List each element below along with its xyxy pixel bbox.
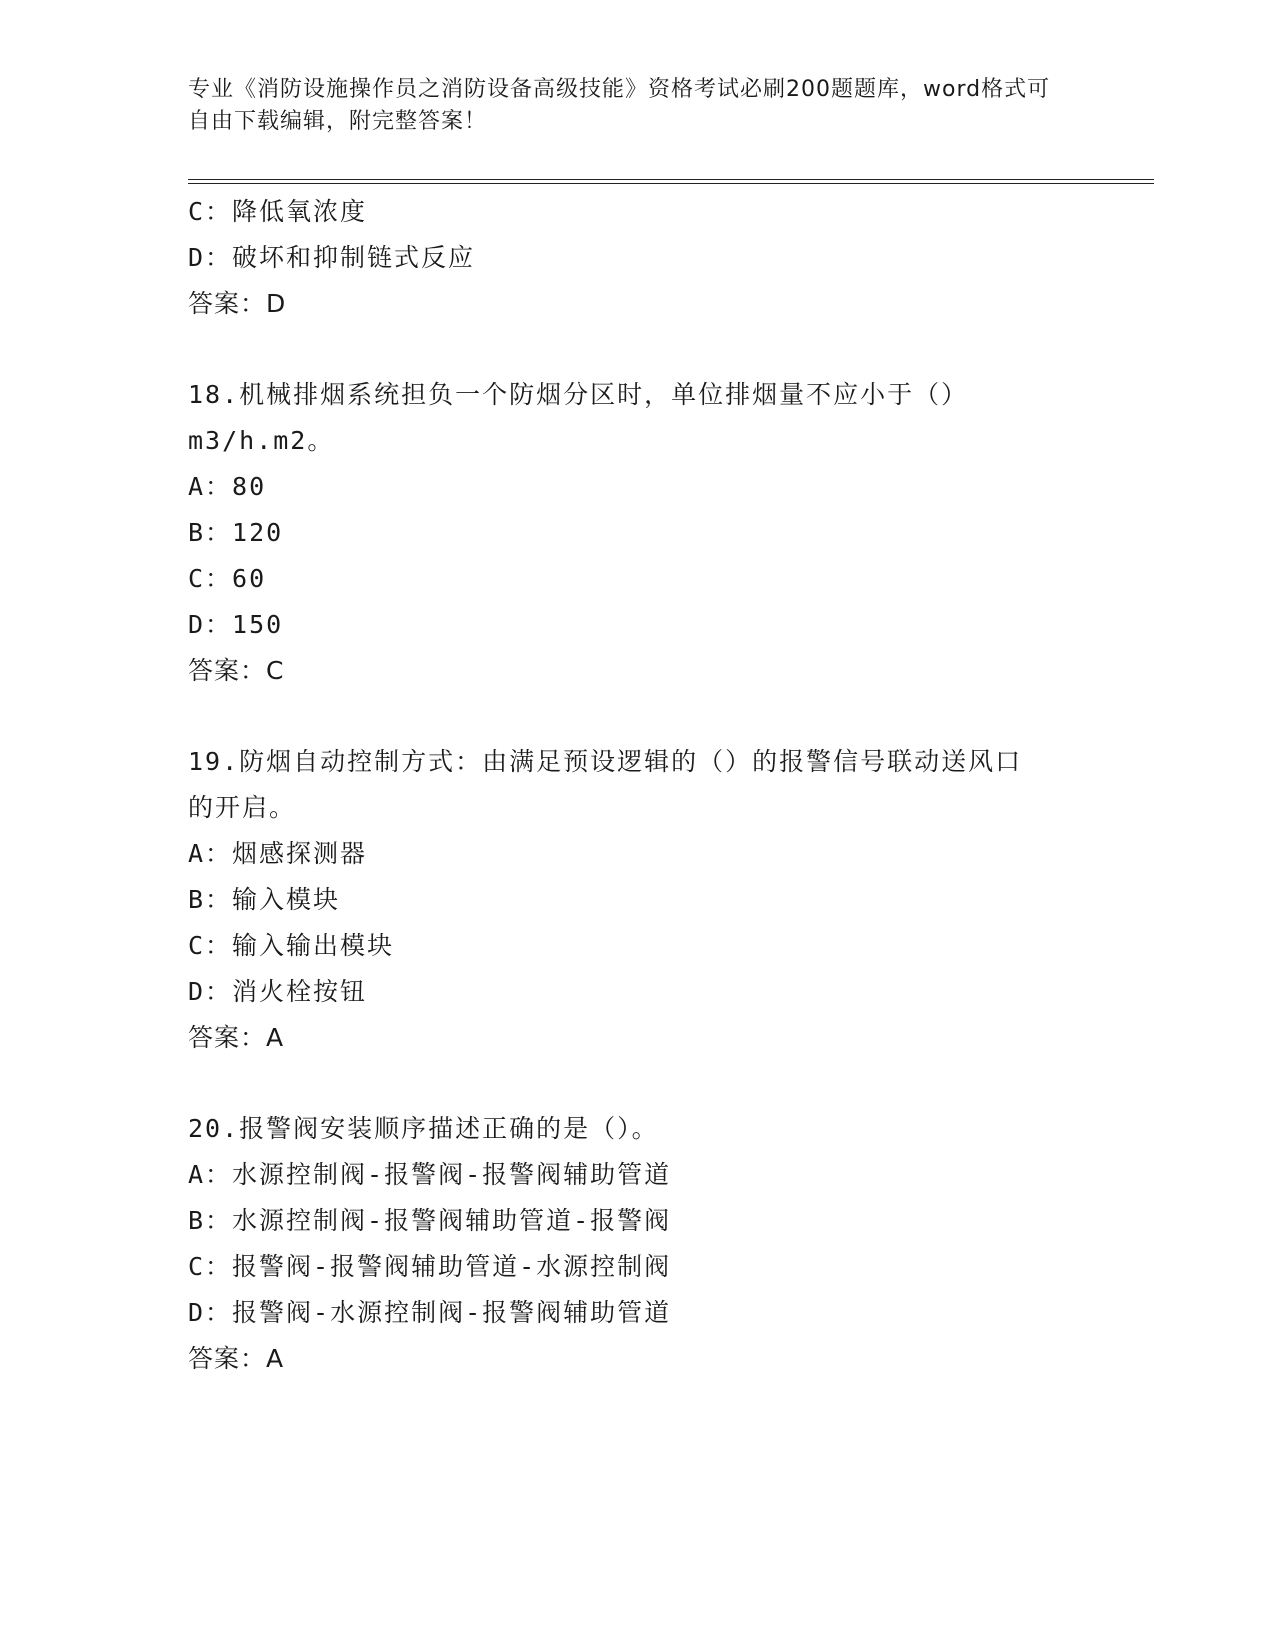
- question-list: [188, 189, 1088, 1382]
- question-18: [188, 372, 1088, 694]
- option-c: C：输入输出模块: [188, 931, 395, 960]
- answer: 答案：D: [188, 289, 287, 318]
- question-stem: 19.防烟自动控制方式：由满足预设逻辑的（）的报警信号联动送风口: [188, 747, 1023, 776]
- option-b: B：输入模块: [188, 885, 341, 914]
- option-d: D：消火栓按钮: [188, 977, 368, 1006]
- option-b: B：水源控制阀-报警阀辅助管道-报警阀: [188, 1206, 672, 1235]
- option-a: A：烟感探测器: [188, 839, 368, 868]
- question-17: [188, 189, 1088, 327]
- answer: 答案：A: [188, 1023, 285, 1052]
- document-header: 专业《消防设施操作员之消防设备高级技能》资格考试必刷200题题库，word格式可自由下载编辑，附完整答案！: [188, 77, 1051, 134]
- option-d: D：破坏和抑制链式反应: [188, 243, 476, 272]
- question-stem: 18.机械排烟系统担负一个防烟分区时，单位排烟量不应小于（）: [188, 380, 969, 409]
- option-c: C：报警阀-报警阀辅助管道-水源控制阀: [188, 1252, 672, 1281]
- option-a: A：水源控制阀-报警阀-报警阀辅助管道: [188, 1160, 672, 1189]
- option-d: D：报警阀-水源控制阀-报警阀辅助管道: [188, 1298, 672, 1327]
- option-a: A：80: [188, 472, 267, 501]
- answer: 答案：C: [188, 656, 285, 685]
- header-divider-bottom: [188, 183, 1154, 184]
- question-stem-continued: m3/h.m2。: [188, 426, 335, 455]
- option-b: B：120: [188, 518, 284, 547]
- option-d: D：150: [188, 610, 284, 639]
- question-19: [188, 739, 1088, 1061]
- header-divider-top: [188, 179, 1154, 180]
- option-c: C：60: [188, 564, 267, 593]
- question-20: [188, 1106, 1088, 1382]
- option-c: C：降低氧浓度: [188, 197, 368, 226]
- question-stem: 20.报警阀安装顺序描述正确的是（）。: [188, 1114, 659, 1143]
- question-stem-continued: 的开启。: [188, 793, 297, 822]
- answer: 答案：A: [188, 1344, 285, 1373]
